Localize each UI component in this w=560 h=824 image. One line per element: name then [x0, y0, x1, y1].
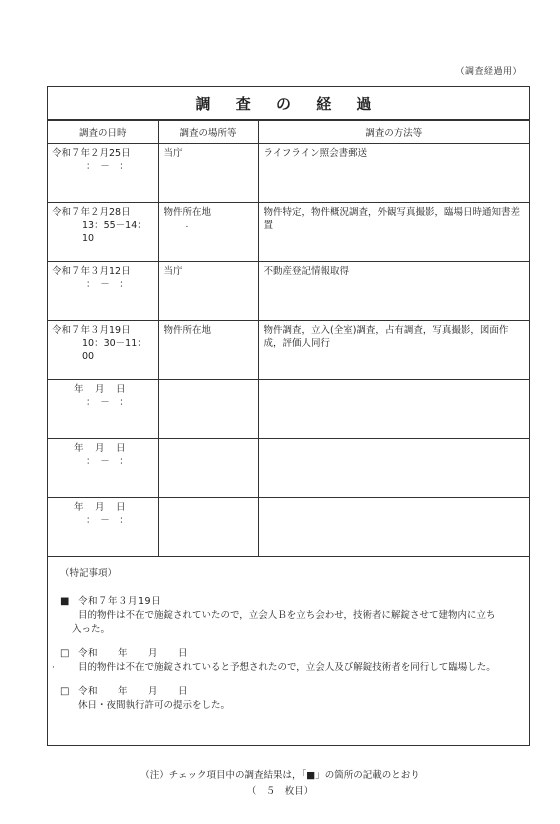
date-value: 令和７年３月19日 — [52, 325, 131, 336]
date-cell — [48, 380, 158, 439]
method-cell: 不動産登記情報取得 — [258, 262, 529, 321]
table-header-row — [48, 121, 529, 144]
method-cell: 物件調査，立入(全室)調査，占有調査，写真撮影，図面作成，評価人同行 — [258, 321, 529, 380]
table-row — [48, 144, 529, 203]
date-value: 令和７年３月12日 — [52, 266, 131, 277]
stray-dot-mark: · — [52, 663, 55, 673]
time-value: ： － ： — [86, 456, 129, 467]
table-row — [48, 203, 529, 262]
investigation-log-frame — [47, 86, 530, 746]
method-cell: ライフライン照会書郵送 — [258, 144, 529, 203]
note-item — [52, 647, 519, 675]
title-row — [48, 87, 529, 120]
time-value: ： － ： — [86, 161, 129, 172]
column-header-date: 調査の日時 — [48, 121, 158, 144]
time-value: ： － ： — [86, 279, 129, 290]
empty-checkbox-icon: □ — [60, 648, 70, 659]
date-value: 年 月 日 — [74, 502, 127, 513]
place-cell — [158, 203, 258, 262]
empty-checkbox-icon: □ — [60, 686, 70, 697]
note-date: 令和 年 月 日 — [78, 686, 189, 697]
place-cell: 当庁 — [158, 144, 258, 203]
date-value: 年 月 日 — [74, 384, 127, 395]
investigation-table — [48, 120, 529, 557]
method-cell — [258, 498, 529, 557]
time-value: 10：30－11：00 — [82, 338, 147, 362]
date-value: 令和７年２月28日 — [52, 207, 131, 218]
date-cell — [48, 144, 158, 203]
page-count: （ ５ 枚目） — [246, 786, 314, 797]
page-title: 調 査 の 経 過 — [195, 94, 382, 113]
table-row — [48, 262, 529, 321]
stray-dot-mark: . — [185, 220, 189, 230]
column-header-place: 調査の場所等 — [158, 121, 258, 144]
place-cell: 物件所在地 — [158, 321, 258, 380]
filled-checkbox-icon: ■ — [60, 596, 70, 607]
table-row — [48, 439, 529, 498]
date-value: 年 月 日 — [74, 443, 127, 454]
note-text: 休日・夜間執行許可の提示をした。 — [78, 700, 231, 711]
note-date: 令和 年 月 日 — [78, 648, 189, 659]
place-cell — [158, 498, 258, 557]
method-cell: 物件特定，物件概況調査，外観写真撮影，臨場日時通知書差置 — [258, 203, 529, 262]
note-text-continuation: 入った。 — [72, 624, 111, 635]
date-cell — [48, 439, 158, 498]
notes-heading: （特記事項） — [60, 568, 118, 579]
table-row — [48, 498, 529, 557]
table-row — [48, 380, 529, 439]
method-cell — [258, 380, 529, 439]
column-header-method: 調査の方法等 — [258, 121, 529, 144]
special-notes-section — [48, 557, 529, 713]
note-text: 目的物件は不在で施錠されていたので，立会人Ｂを立ち会わせ，技術者に解錠させて建物内に立ち — [78, 610, 496, 621]
date-cell — [48, 498, 158, 557]
form-type-label: （調査経過用） — [455, 67, 522, 77]
place-cell: 当庁 — [158, 262, 258, 321]
place-cell — [158, 380, 258, 439]
date-cell — [48, 262, 158, 321]
time-value: 13：55－14：10 — [82, 220, 147, 244]
time-value: ： － ： — [86, 515, 129, 526]
note-item — [60, 595, 519, 637]
note-item — [60, 685, 519, 713]
table-row — [48, 321, 529, 380]
footer-note: （注）チェック項目中の調査結果は，「■」の箇所の記載のとおり — [140, 770, 420, 781]
note-date: 令和７年３月19日 — [78, 596, 162, 607]
place-cell — [158, 439, 258, 498]
date-cell — [48, 321, 158, 380]
place-value: 物件所在地 — [163, 207, 212, 218]
note-text: 目的物件は不在で施錠されていると予想されたので，立会人及び解錠技術者を同行して臨場した。 — [78, 662, 496, 673]
date-value: 令和７年２月25日 — [52, 148, 131, 159]
date-cell — [48, 203, 158, 262]
method-cell — [258, 439, 529, 498]
time-value: ： － ： — [86, 397, 129, 408]
